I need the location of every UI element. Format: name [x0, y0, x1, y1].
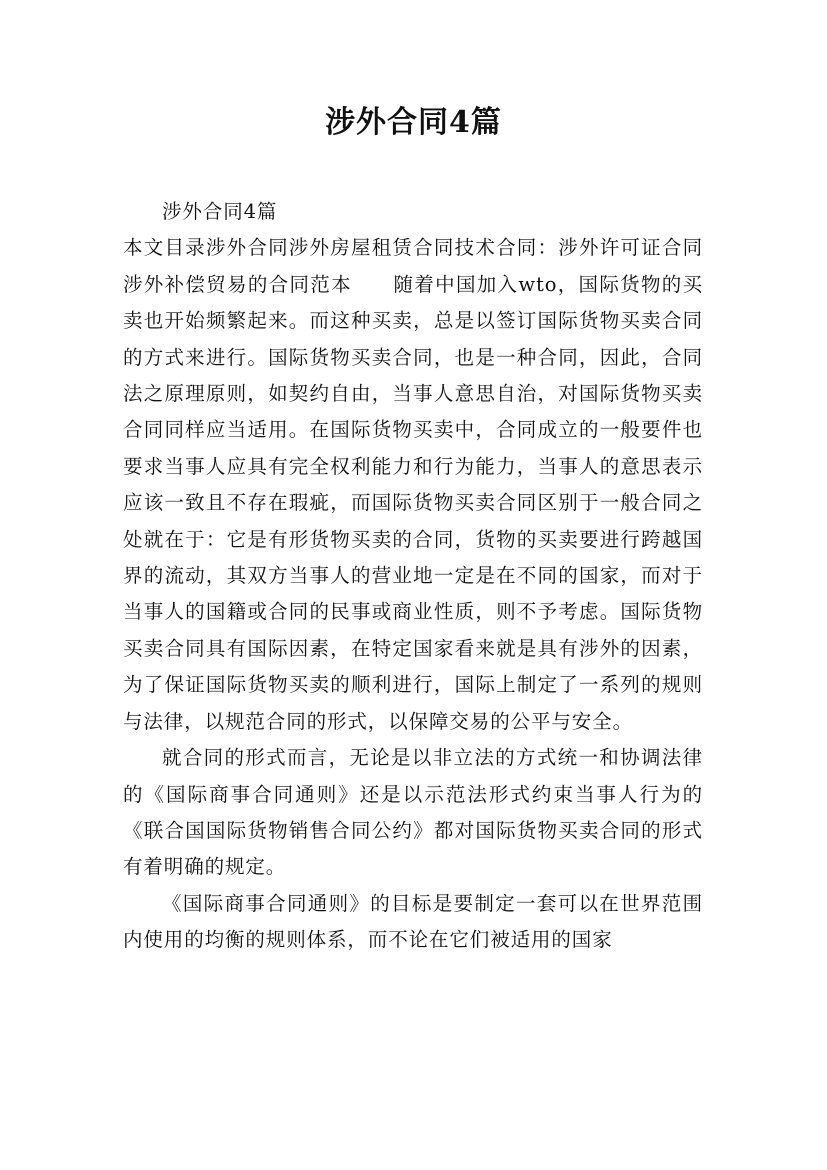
document-body [123, 194, 703, 959]
body-paragraph-3: 《国际商事合同通则》的目标是要制定一套可以在世界范围内使用的均衡的规则体系，而不论在它们被适用的国家 [123, 891, 703, 952]
document-title: 涉外合同4篇 [325, 105, 502, 140]
body-paragraph-2: 就合同的形式而言，无论是以非立法的方式统一和协调法律的《国际商事合同通则》还是以示范法形式约束当事人行为的《联合国国际货物销售合同公约》都对国际货物买卖合同的形式有着明确的规定。 [123, 746, 703, 879]
body-paragraph-1: 本文目录涉外合同涉外房屋租赁合同技术合同：涉外许可证合同涉外补偿贸易的合同范本 随着中国加入wto，国际货物的买卖也开始频繁起来。而这种买卖，总是以签订国际货物买卖合同的方式来进行。国际货物买卖合同，也是一种合同，因此，合同法之原理原则，如契约自由，当事人意思自治，对国际货物买卖合同同样应当适用。在国际货物买卖中，合同成立的一般要件也要求当事人应具有完全权利能力和行为能力，当事人的意思表示应该一致且不存在瑕疵，而国际货物买卖合同区别于一般合同之处就在于：它是有形货物买卖的合同，货物的买卖要进行跨越国界的流动，其双方当事人的营业地一定是在不同的国家，而对于当事人的国籍或合同的民事或商业性质，则不予考虑。国际货物买卖合同具有国际因素，在特定国家看来就是具有涉外的因素，为了保证国际货物买卖的顺利进行，国际上制定了一系列的规则与法律，以规范合同的形式，以保障交易的公平与安全。 [123, 236, 703, 733]
document-subtitle: 涉外合同4篇 [162, 200, 278, 223]
